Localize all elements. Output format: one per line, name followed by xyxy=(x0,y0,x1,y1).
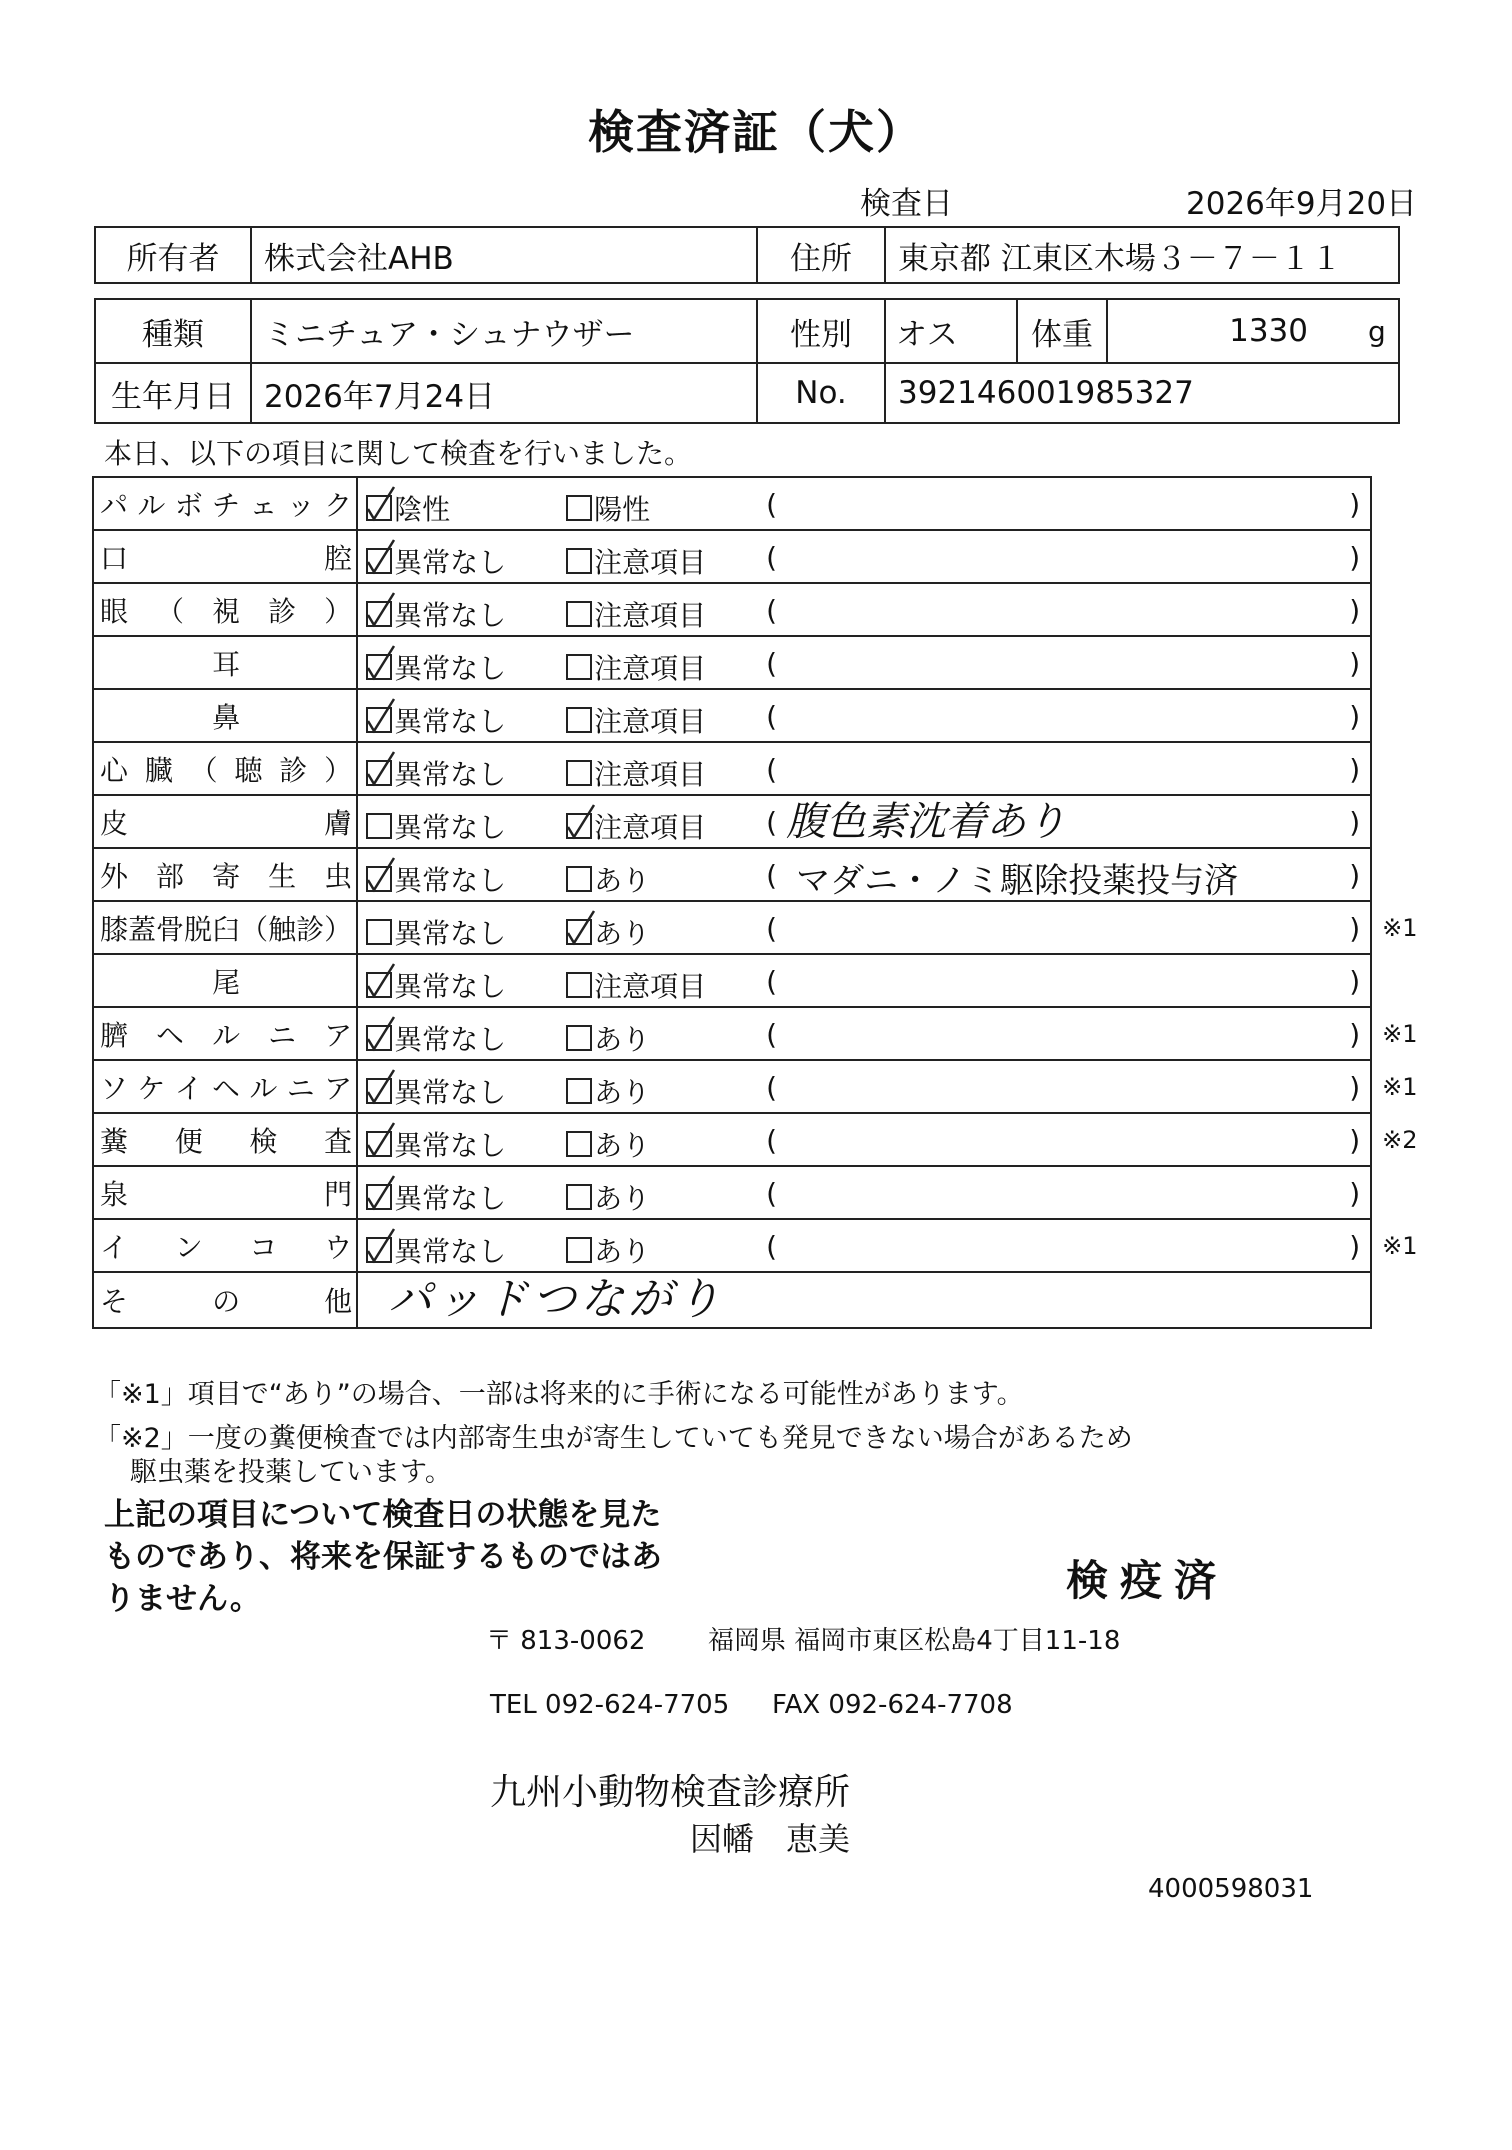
checkbox-icon xyxy=(566,707,592,733)
exam-item-result xyxy=(357,848,1371,901)
exam-row xyxy=(93,901,1371,954)
option-normal-label: 異常なし xyxy=(394,917,507,950)
option-attention xyxy=(566,647,706,687)
checkbox-icon xyxy=(366,495,392,521)
exam-item-name xyxy=(93,1272,357,1328)
exam-item-label: 耳 xyxy=(212,647,241,681)
document-title: 検査済証（犬） xyxy=(588,105,924,159)
option-normal xyxy=(366,1124,506,1164)
checkbox-icon xyxy=(366,866,392,892)
other-note: パッドつながり xyxy=(388,1274,725,1325)
option-attention xyxy=(566,1071,650,1111)
checkbox-icon xyxy=(366,654,392,680)
exam-row xyxy=(93,1166,1371,1219)
option-normal xyxy=(366,859,506,899)
option-attention xyxy=(566,965,706,1005)
footnote-1: 「※1」項目で“あり”の場合、一部は将来的に手術になる可能性があります。 xyxy=(94,1379,1024,1410)
exam-item-label: 眼 （ 視 診 ） xyxy=(100,594,353,628)
exam-item-result xyxy=(357,1166,1371,1219)
option-normal-label: 異常なし xyxy=(394,599,507,632)
exam-table xyxy=(92,476,1418,1329)
exam-row xyxy=(93,1007,1371,1060)
exam-item-label: ソ ケ イ ヘ ル ニ ア xyxy=(100,1071,353,1105)
document-number: 4000598031 xyxy=(1148,1874,1314,1904)
paren-open: ( xyxy=(766,647,778,680)
option-normal-label: 陰性 xyxy=(394,493,451,526)
option-attention xyxy=(566,488,650,528)
paren-close: ) xyxy=(1349,1018,1361,1051)
weight-label: 体重 xyxy=(1016,300,1108,362)
exam-item-result xyxy=(357,636,1371,689)
vet-name: 因幡 恵美 xyxy=(690,1820,851,1858)
exam-item-name xyxy=(93,1166,357,1219)
no-label: No. xyxy=(757,363,885,423)
exam-item-label: 臍 ヘ ル ニ ア xyxy=(100,1018,353,1052)
paren-open: ( xyxy=(766,700,778,733)
exam-row xyxy=(93,954,1371,1007)
option-normal xyxy=(366,1018,506,1058)
footnote-2: 「※2」一度の糞便検査では内部寄生虫が寄生していても発見できない場合があるため xyxy=(94,1423,1133,1454)
option-attention-label: 注意項目 xyxy=(594,811,707,844)
exam-item-name xyxy=(93,1007,357,1060)
sex-label: 性別 xyxy=(757,299,885,363)
paren-close: ) xyxy=(1349,1124,1361,1157)
other-notes xyxy=(357,1272,1371,1328)
exam-item-name xyxy=(93,583,357,636)
exam-item-label: そ の 他 xyxy=(100,1285,353,1318)
exam-row xyxy=(93,1113,1371,1166)
exam-item-name xyxy=(93,530,357,583)
checkbox-icon xyxy=(566,548,592,574)
exam-item-label: 鼻 xyxy=(212,700,241,734)
paren-close: ) xyxy=(1349,1071,1361,1104)
checkbox-icon xyxy=(366,1078,392,1104)
disclaimer: 上記の項目について検査日の状態を見たものであり、将来を保証するものではありません。 xyxy=(104,1497,662,1617)
checkbox-icon xyxy=(566,760,592,786)
option-normal xyxy=(366,965,506,1005)
footnote-3: 駆虫薬を投薬しています。 xyxy=(130,1457,452,1488)
exam-item-label: 泉 門 xyxy=(100,1177,353,1211)
option-normal-label: 異常なし xyxy=(394,1235,507,1268)
exam-item-label: 皮 膚 xyxy=(100,806,353,840)
exam-item-name xyxy=(93,1219,357,1272)
exam-row xyxy=(93,1219,1371,1272)
option-normal xyxy=(366,912,506,952)
exam-item-label: 外 部 寄 生 虫 xyxy=(100,859,353,893)
option-attention-label: 注意項目 xyxy=(594,599,707,632)
option-attention xyxy=(566,594,706,634)
weight-unit: g xyxy=(1368,314,1386,348)
option-normal-label: 異常なし xyxy=(394,1129,507,1162)
exam-item-name xyxy=(93,1113,357,1166)
paren-close: ) xyxy=(1349,1230,1361,1263)
clinic-tel: TEL 092-624-7705 xyxy=(490,1690,730,1720)
option-attention-label: 陽性 xyxy=(594,493,651,526)
exam-item-result xyxy=(357,954,1371,1007)
exam-item-result xyxy=(357,901,1418,954)
checkbox-icon xyxy=(366,1025,392,1051)
option-attention-label: あり xyxy=(594,1129,651,1162)
paren-close: ) xyxy=(1349,965,1361,998)
footnote-marker: ※1 xyxy=(1382,1232,1418,1260)
exam-row xyxy=(93,530,1371,583)
breed-label: 種類 xyxy=(95,299,251,363)
clinic-fax: FAX 092-624-7708 xyxy=(772,1690,1013,1720)
checkbox-icon xyxy=(566,1237,592,1263)
checkbox-icon xyxy=(566,1025,592,1051)
inspection-stamp: 検疫済 xyxy=(1066,1556,1229,1605)
weight-value: 1330 xyxy=(1229,313,1308,349)
paren-close: ) xyxy=(1349,541,1361,574)
exam-item-result xyxy=(357,1113,1418,1166)
option-normal-label: 異常なし xyxy=(394,652,507,685)
option-attention-label: 注意項目 xyxy=(594,546,707,579)
exam-item-label: 口 腔 xyxy=(100,541,353,575)
paren-open: ( xyxy=(766,541,778,574)
option-normal-label: 異常なし xyxy=(394,864,507,897)
paren-open: ( xyxy=(766,1124,778,1157)
exam-row xyxy=(93,477,1371,530)
option-normal-label: 異常なし xyxy=(394,1023,507,1056)
checkbox-icon xyxy=(566,919,592,945)
pet-table xyxy=(94,298,1400,424)
option-attention-label: あり xyxy=(594,917,651,950)
paren-close: ) xyxy=(1349,700,1361,733)
paren-open: ( xyxy=(766,859,778,892)
option-normal xyxy=(366,700,506,740)
exam-item-label: 心 臓 （ 聴 診 ） xyxy=(100,753,353,787)
option-attention-label: あり xyxy=(594,864,651,897)
clinic-address: 福岡県 福岡市東区松島4丁目11-18 xyxy=(708,1626,1121,1656)
option-attention xyxy=(566,753,706,793)
checkbox-icon xyxy=(366,548,392,574)
clinic-postal: 〒 813-0062 xyxy=(486,1626,646,1656)
option-normal xyxy=(366,647,506,687)
option-normal-label: 異常なし xyxy=(394,1182,507,1215)
checkbox-icon xyxy=(566,866,592,892)
owner-label: 所有者 xyxy=(95,227,251,283)
intro-text: 本日、以下の項目に関して検査を行いました。 xyxy=(104,437,693,470)
paren-close: ) xyxy=(1349,1177,1361,1210)
exam-item-label: 糞 便 検 査 xyxy=(100,1124,353,1158)
exam-item-result xyxy=(357,477,1371,530)
checkbox-icon xyxy=(566,1131,592,1157)
option-attention xyxy=(566,859,650,899)
option-normal xyxy=(366,753,506,793)
paren-open: ( xyxy=(766,806,778,839)
exam-item-label: パ ル ボ チ ェ ッ ク xyxy=(100,488,353,522)
breed-value: ミニチュア・シュナウザー xyxy=(251,299,757,363)
checkbox-icon xyxy=(566,1078,592,1104)
checkbox-icon xyxy=(566,813,592,839)
paren-open: ( xyxy=(766,594,778,627)
exam-item-name xyxy=(93,901,357,954)
exam-item-result xyxy=(357,742,1371,795)
exam-item-name xyxy=(93,636,357,689)
checkbox-icon xyxy=(366,601,392,627)
address-value: 東京都 江東区木場３－７－１１ xyxy=(885,227,1399,283)
checkbox-icon xyxy=(566,972,592,998)
birth-value: 2026年7月24日 xyxy=(251,363,757,423)
owner-table xyxy=(94,226,1400,284)
checkbox-icon xyxy=(366,972,392,998)
option-attention xyxy=(566,1177,650,1217)
paren-close: ) xyxy=(1349,806,1361,839)
paren-close: ) xyxy=(1349,753,1361,786)
exam-date-label: 検査日 xyxy=(860,186,953,222)
option-attention xyxy=(566,700,706,740)
option-normal-label: 異常なし xyxy=(394,705,507,738)
option-normal xyxy=(366,1177,506,1217)
paren-open: ( xyxy=(766,965,778,998)
no-value: 392146001985327 xyxy=(885,363,1399,423)
option-normal-label: 異常なし xyxy=(394,811,507,844)
checkbox-icon xyxy=(366,707,392,733)
exam-item-name xyxy=(93,954,357,1007)
option-normal xyxy=(366,488,450,528)
option-attention xyxy=(566,541,706,581)
option-normal xyxy=(366,1071,506,1111)
option-attention-label: 注意項目 xyxy=(594,758,707,791)
footnote-marker: ※1 xyxy=(1382,1073,1418,1101)
exam-item-name xyxy=(93,742,357,795)
footnote-marker: ※1 xyxy=(1382,914,1418,942)
option-attention-label: あり xyxy=(594,1023,651,1056)
paren-open: ( xyxy=(766,912,778,945)
exam-row xyxy=(93,689,1371,742)
exam-row xyxy=(93,795,1371,848)
option-normal-label: 異常なし xyxy=(394,1076,507,1109)
exam-row xyxy=(93,583,1371,636)
checkbox-icon xyxy=(566,495,592,521)
exam-item-label: イ ン コ ウ xyxy=(100,1230,353,1264)
exam-row xyxy=(93,742,1371,795)
option-attention xyxy=(566,1124,650,1164)
paren-open: ( xyxy=(766,1071,778,1104)
checkbox-icon xyxy=(566,601,592,627)
option-attention-label: あり xyxy=(594,1235,651,1268)
checkbox-icon xyxy=(366,1237,392,1263)
exam-row-other xyxy=(93,1272,1371,1328)
birth-label: 生年月日 xyxy=(95,363,251,423)
exam-item-result xyxy=(357,583,1371,636)
paren-open: ( xyxy=(766,1177,778,1210)
exam-item-result xyxy=(357,530,1371,583)
exam-item-result xyxy=(357,689,1371,742)
exam-item-name xyxy=(93,477,357,530)
exam-item-name xyxy=(93,795,357,848)
checkbox-icon xyxy=(566,654,592,680)
option-normal-label: 異常なし xyxy=(394,970,507,1003)
exam-item-result xyxy=(357,1007,1418,1060)
checkbox-icon xyxy=(366,813,392,839)
exam-row xyxy=(93,1060,1371,1113)
sex-value: オス xyxy=(896,316,958,353)
option-normal xyxy=(366,594,506,634)
exam-item-name xyxy=(93,1060,357,1113)
exam-item-name xyxy=(93,689,357,742)
paren-close: ) xyxy=(1349,594,1361,627)
checkbox-icon xyxy=(366,919,392,945)
checkbox-icon xyxy=(566,1184,592,1210)
option-attention-label: 注意項目 xyxy=(594,705,707,738)
option-attention xyxy=(566,1018,650,1058)
footnote-marker: ※1 xyxy=(1382,1020,1418,1048)
option-normal xyxy=(366,806,506,846)
option-normal xyxy=(366,541,506,581)
clinic-name: 九州小動物検査診療所 xyxy=(490,1772,851,1813)
owner-value: 株式会社AHB xyxy=(251,227,757,283)
option-attention-label: 注意項目 xyxy=(594,970,707,1003)
footnote-marker: ※2 xyxy=(1382,1126,1418,1154)
paren-open: ( xyxy=(766,1230,778,1263)
sex-weight-cell xyxy=(885,299,1399,363)
option-normal-label: 異常なし xyxy=(394,546,507,579)
checkbox-icon xyxy=(366,1184,392,1210)
exam-item-name xyxy=(93,848,357,901)
paren-open: ( xyxy=(766,753,778,786)
paren-open: ( xyxy=(766,1018,778,1051)
exam-note: マダニ・ノミ駆除投薬投与済 xyxy=(796,861,1239,901)
option-attention-label: 注意項目 xyxy=(594,652,707,685)
option-normal-label: 異常なし xyxy=(394,758,507,791)
paren-close: ) xyxy=(1349,912,1361,945)
exam-item-result xyxy=(357,1060,1418,1113)
paren-close: ) xyxy=(1349,647,1361,680)
option-attention xyxy=(566,806,706,846)
checkbox-icon xyxy=(366,1131,392,1157)
option-attention-label: あり xyxy=(594,1076,651,1109)
exam-row xyxy=(93,636,1371,689)
exam-note: 腹色素沈着あり xyxy=(786,799,1067,845)
exam-date-value: 2026年9月20日 xyxy=(1186,186,1418,222)
exam-item-label: 尾 xyxy=(212,965,241,999)
paren-close: ) xyxy=(1349,488,1361,521)
exam-row xyxy=(93,848,1371,901)
option-attention-label: あり xyxy=(594,1182,651,1215)
exam-item-label: 膝 蓋 骨 脱 臼 （ 触 診 ） xyxy=(100,912,353,946)
address-label: 住所 xyxy=(757,227,885,283)
option-attention xyxy=(566,912,650,952)
paren-close: ) xyxy=(1349,859,1361,892)
exam-item-result xyxy=(357,795,1371,848)
paren-open: ( xyxy=(766,488,778,521)
checkbox-icon xyxy=(366,760,392,786)
